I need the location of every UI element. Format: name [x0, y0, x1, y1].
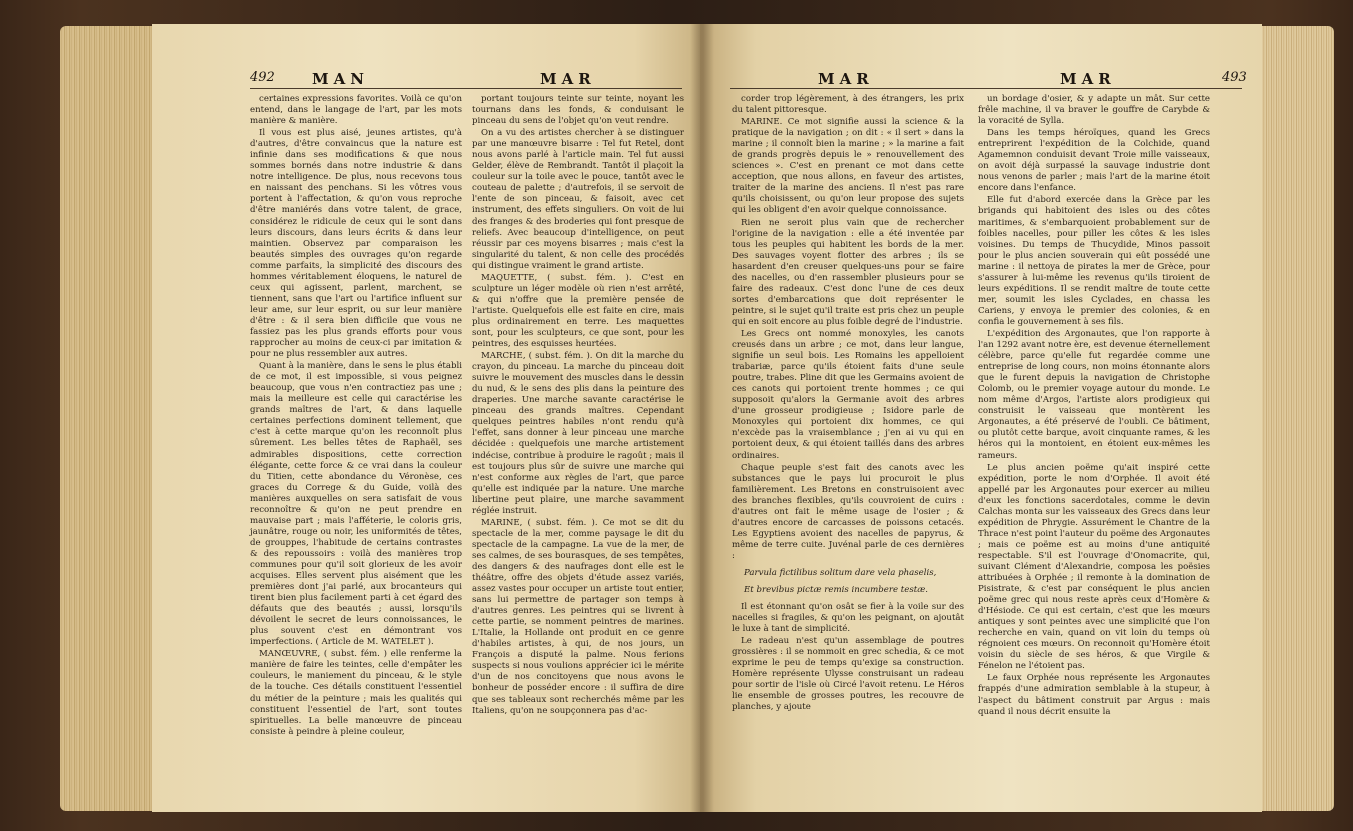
right-column-2 — [978, 94, 1210, 719]
paragraph: Et brevibus pictæ remis incumbere testæ. — [744, 585, 928, 596]
paragraph: corder trop légèrement, à des étrangers, les prix du talent pittoresque. — [732, 94, 964, 116]
right-running-head-1: MAR — [818, 70, 874, 88]
left-running-head-1: MAN — [312, 70, 369, 88]
paragraph: MAQUETTE, ( subst. fém. ). C'est en sculpture un léger modèle où rien n'est arrêté, & qui n'offre que la première pensée de l'artiste. Quelquefois elle est faite en cire, mais plus ordinairement en terre. Les maquettes sont, pour les sculpteurs, ce que sont, pour les peintres, des esquisses heurtées. — [472, 272, 684, 350]
right-page — [700, 24, 1262, 812]
right-page-edges — [1262, 26, 1334, 811]
paragraph: certaines expressions favorites. Voilà ce qu'on entend, dans le langage de l'art, par les mots manière & manière. — [250, 94, 462, 127]
paragraph: un bordage d'osier, & y adapte un mât. Sur cette frêle machine, il va braver le gouffre de Carybde & la voracité de Sylla. — [978, 94, 1210, 127]
left-page-number: 492 — [250, 70, 275, 85]
left-page — [152, 24, 700, 812]
left-column-1 — [250, 94, 462, 739]
left-column-2 — [472, 94, 684, 718]
paragraph: Quant à la manière, dans le sens le plus établi de ce mot, il est impossible, si vous peignez beaucoup, que vous n'en contractiez pas une ; mais la meilleure est celle qui caractérise les grands maîtres de l'art, & dans laquelle certaines perfections dominent tellement, que c'est à cette marque qu'on les reconnoît plus sûrement. Les belles têtes de Raphaël, ses admirables dispositions, cette correction élégante, cette force & ce vrai dans la couleur du Titien, cette abondance du Véronèse, ces graces du Correge & du Guide, voilà des manières auxquelles on sera satisfait de vous reconnoître & qu'on ne peut prendre en mauvaise part ; mais l'afféterie, le coloris gris, jaunâtre, rouge ou noir, les uniformités de têtes, de grouppes, l'habitude de certains contrastes & des repoussoirs : voilà des manières trop communes pour qu'il soit glorieux de les avoir acquises. Elles servent plus aisément que les premières dont j'ai parlé, aux brocanteurs qui tirent bien plus facilement parti à cet égard des défauts que des beautés ; aussi, lorsqu'ils dévoilent le secret de leurs connoissances, le plus souvent c'est en démontrant vos imperfections. ( Article de M. WATELET ). — [250, 361, 462, 648]
left-page-edges — [60, 26, 152, 811]
paragraph: On a vu des artistes chercher à se distinguer par une manœuvre bisarre : Tel fut Retel, dont nous avons parlé à l'article main. Tel fut aussi Gelder, élève de Rembrandt. Tantôt il plaçoit la couleur sur la toile avec le pouce, tantôt avec le couteau de palette ; d'autrefois, il se servoit de l'ente de son pinceau, & faisoit, avec cet instrument, des effets singuliers. On voit de lui des franges & des broderies qui font presque de reliefs. Avec beaucoup d'intelligence, on peut réussir par ces moyens bisarres ; mais c'est la singularité du talent, & non celle des procédés qui distingue vraiment le grand artiste. — [472, 128, 684, 271]
left-header-rule — [250, 88, 682, 89]
paragraph: MARINE, ( subst. fém. ). Ce mot se dit du spectacle de la mer, comme paysage le dit du spectacle de la campagne. La vue de la mer, de ses calmes, de ses bourasques, de ses tempêtes, des dangers & des naufrages dont elle est le théâtre, offre des objets d'étude assez variés, assez vastes pour occuper un artiste tout entier, sans lui permettre de partager son temps à d'autres genres. Les peintres qui se livrent à cette partie, se nomment peintres de marines. L'Italie, la Hollande ont produit en ce genre d'habiles artistes, à qui, de nos jours, un François a disputé la palme. Nous ferions suspects si nous voulions apprécier ici le mérite d'un de nos concitoyens que nous avons le bonheur de posséder encore : il suffira de dire que ses tableaux sont recherchés même par les Italiens, qu'on ne soupçonnera pas d'ac- — [472, 517, 684, 716]
paragraph: portant toujours teinte sur teinte, noyant les tournans dans les fonds, & conduisant le pinceau du sens de l'objet qu'on veut rendre. — [472, 94, 684, 127]
right-running-head-2: MAR — [1060, 70, 1116, 88]
paragraph: Il est étonnant qu'on osât se fier à la voile sur des nacelles si fragiles, & qu'on les peignant, on ajoutât le luxe à tant de simplicité. — [732, 602, 964, 635]
left-running-head-2: MAR — [540, 70, 596, 88]
right-header-rule — [730, 88, 1242, 89]
right-column-1 — [732, 94, 964, 715]
paragraph: MARINE. Ce mot signifie aussi la science & la pratique de la navigation ; on dit : « il sert » dans la marine ; il connoît bien la marine ; » la marine a fait de grands progrès depuis le » renouvellement des sciences ». C'est en prenant ce mot dans cette acception, que nous allons, en faveur des artistes, traiter de la marine des anciens. Il n'est pas rare qu'ils choisissent, ou qu'on leur propose des sujets qui les obligent d'en avoir quelque connoissance. — [732, 117, 964, 216]
paragraph: Rien ne seroit plus vain que de rechercher l'origine de la navigation : elle a été inventée par tous les peuples qui habitent les bords de la mer. Des sauvages voyent flotter des arbres ; ils se hasardent d'en creuser quelques-uns pour se faire des nacelles, ou d'en rassembler plusieurs pour se faire des radeaux. C'est donc l'une de ces deux sortes d'embarcations que doit représenter le peintre, si le sujet qu'il traite est pris chez un peuple qui en soit encore au plus foible degré de l'industrie. — [732, 217, 964, 327]
paragraph: MANŒUVRE, ( subst. fém. ) elle renferme la manière de faire les teintes, celle d'empâter les couleurs, le maniement du pinceau, & le style de la touche. Ces détails constituent l'essentiel du métier de la peinture ; mais les qualités qui constituent l'essentiel de l'art, sont toutes spirituelles. La belle manœuvre de pinceau consiste à peindre à pleine couleur, — [250, 649, 462, 737]
paragraph: Parvula fictilibus solitum dare vela phaselis, — [744, 567, 937, 578]
paragraph: Dans les temps héroïques, quand les Grecs entreprirent l'expédition de la Colchide, quand Agamemnon conduisit devant Troie mille vaisseaux, on avoit déjà surpassé la sauvage industrie dont nous venons de parler ; mais l'art de la marine étoit encore dans l'enfance. — [978, 128, 1210, 194]
paragraph: MARCHE, ( subst. fém. ). On dit la marche du crayon, du pinceau. La marche du pinceau doit suivre le mouvement des muscles dans le dessin du nud, & le sens des plis dans la peinture des draperies. Une marche savante caractérise le pinceau des grands maîtres. Cependant quelques peintres habiles n'ont rendu qu'à l'effet, sans donner à leur pinceau une marche décidée : quelquefois une marche artistement indécise, contribue à produire le ragoût ; mais il est toujours plus sûr de suivre une marche qui n'est conforme aux règles de l'art, que parce qu'elle est indiquée par la nature. Une marche libertine peut plaire, une marche savamment réglée instruit. — [472, 351, 684, 516]
paragraph: Il vous est plus aisé, jeunes artistes, qu'à d'autres, d'être convaincus que la nature est infinie dans ses modifications & que nous sommes bornés dans notre industrie & dans notre intelligence. De plus, nous recevons tous en naissant des penchans. Si les vôtres vous portent à l'affectation, & qu'on vous reproche d'être maniérés dans votre talent, de grace, considérez le ridicule de ceux qui le sont dans leurs discours, dans leurs écrits & dans leur maintien. Observez par comparaison les beautés simples des ouvrages qu'on regarde comme parfaits, la simplicité des discours des hommes véritablement éloquens, le naturel de ceux qui agissent, parlent, marchent, se tiennent, sans que l'art ou l'artifice influent sur leur ame, sur leur esprit, ou sur leur manière d'être : & il sera bien difficile que vous ne fassiez pas les plus grands efforts pour vous rapprocher au moins de ceux-ci par imitation & pour ne plus ressembler aux autres. — [250, 128, 462, 360]
paragraph: L'expédition des Argonautes, que l'on rapporte à l'an 1292 avant notre ère, est devenue éternellement célèbre, parce qu'elle fut regardée comme une entreprise de long cours, non moins étonnante alors que le furent depuis la navigation de Christophe Colomb, ou le premier voyage autour du monde. Le nom même d'Argos, l'artiste alors prodigieux qui construisit le vaisseau que montèrent les Argonautes, a été préservé de l'oubli. Ce bâtiment, ou plutôt cette barque, avoit cinquante rames, & les héros qui la montoient, en étoient eux-mêmes les rameurs. — [978, 328, 1211, 461]
paragraph: Le faux Orphée nous représente les Argonautes frappés d'une admiration semblable à la stupeur, à l'aspect du bâtiment construit par Argus : mais quand il nous décrit ensuite la — [978, 673, 1210, 717]
paragraph: Elle fut d'abord exercée dans la Grèce par les brigands qui habitoient des isles ou des côtes maritimes, & s'embarquoient probablement sur de foibles nacelles, pour piller les côtes & les isles voisines. Du temps de Thucydide, Minos passoit pour le plus ancien souverain qui eût possédé une marine : il nettoya de pirates la mer de Grèce, pour s'assurer à lui-même les revenus qu'ils tiroient de leurs expéditions. Il se rendit maître de toute cette mer, soumit les isles Cyclades, en chassa les Cariens, y envoya le premier des colonies, & en confia le gouvernement à ses fils. — [978, 195, 1210, 327]
paragraph: Les Grecs ont nommé monoxyles, les canots creusés dans un arbre ; ce mot, dans leur langue, signifie un seul bois. Les Romains les appelloient trabariæ, parce qu'ils étoient faits d'une seule poutre, trabes. Pline dit que les Germains avoient de ces canots qui portoient trente hommes ; ce qui supposoit qu'alors la Germanie avoit des arbres d'une grosseur prodigieuse ; Isidore parle de Monoxyles qui portoient dix hommes, ce qui n'excède pas la vraisemblance ; j'en ai vu qui en portoient deux, & qui étoient taillés dans des arbres ordinaires. — [732, 328, 964, 461]
paragraph: Le plus ancien poëme qu'ait inspiré cette expédition, porte le nom d'Orphée. Il avoit été appellé par les Argonautes pour exercer au milieu d'eux les fonctions sacerdotales, comme le devin Calchas monta sur les vaisseaux des Grecs dans leur expédition de Phrygie. Assurément le Chantre de la Thrace n'est point l'auteur du poëme des Argonautes ; mais ce poëme est au moins d'une antiquité respectable. S'il est l'ouvrage d'Onomacrite, qui, suivant Clément d'Alexandrie, composa les poësies attribuées à Orphée ; il remonte à la domination de Pisistrate, & c'est par conséquent le plus ancien poëme grec qui nous reste après ceux d'Homère & d'Hésiode. Ce qui est certain, c'est que les mœurs antiques y sont peintes avec une simplicité que l'on recherche en vain, quand on vit loin du temps où régnoient ces mœurs. On reconnoit qu'Homère étoit voisin du siècle de ses héros, & que Virgile & Fénelon ne l'étoient pas. — [978, 462, 1210, 672]
paragraph: Le radeau n'est qu'un assemblage de poutres grossières : il se nommoit en grec schedia, & ce mot exprime le peu de temps qu'exige sa construction. Homère représente Ulysse construisant un radeau pour sortir de l'isle où Circé l'avoit retenu. Le Héros lie ensemble de grosses poutres, les recouvre de planches, y ajoute — [732, 636, 964, 713]
paragraph: Chaque peuple s'est fait des canots avec les substances que le pays lui procuroit le plus familièrement. Les Bretons en construisoient avec des branches flexibles, qu'ils couvroient de cuirs : d'autres ont fait le même usage de l'osier ; & d'autres encore de carcasses de poissons cetacés. Les Egyptiens avoient des nacelles de papyrus, & même de terre cuite. Juvénal parle de ces dernières : — [732, 462, 964, 561]
right-page-number: 493 — [1222, 70, 1247, 85]
book-gutter — [690, 24, 714, 812]
